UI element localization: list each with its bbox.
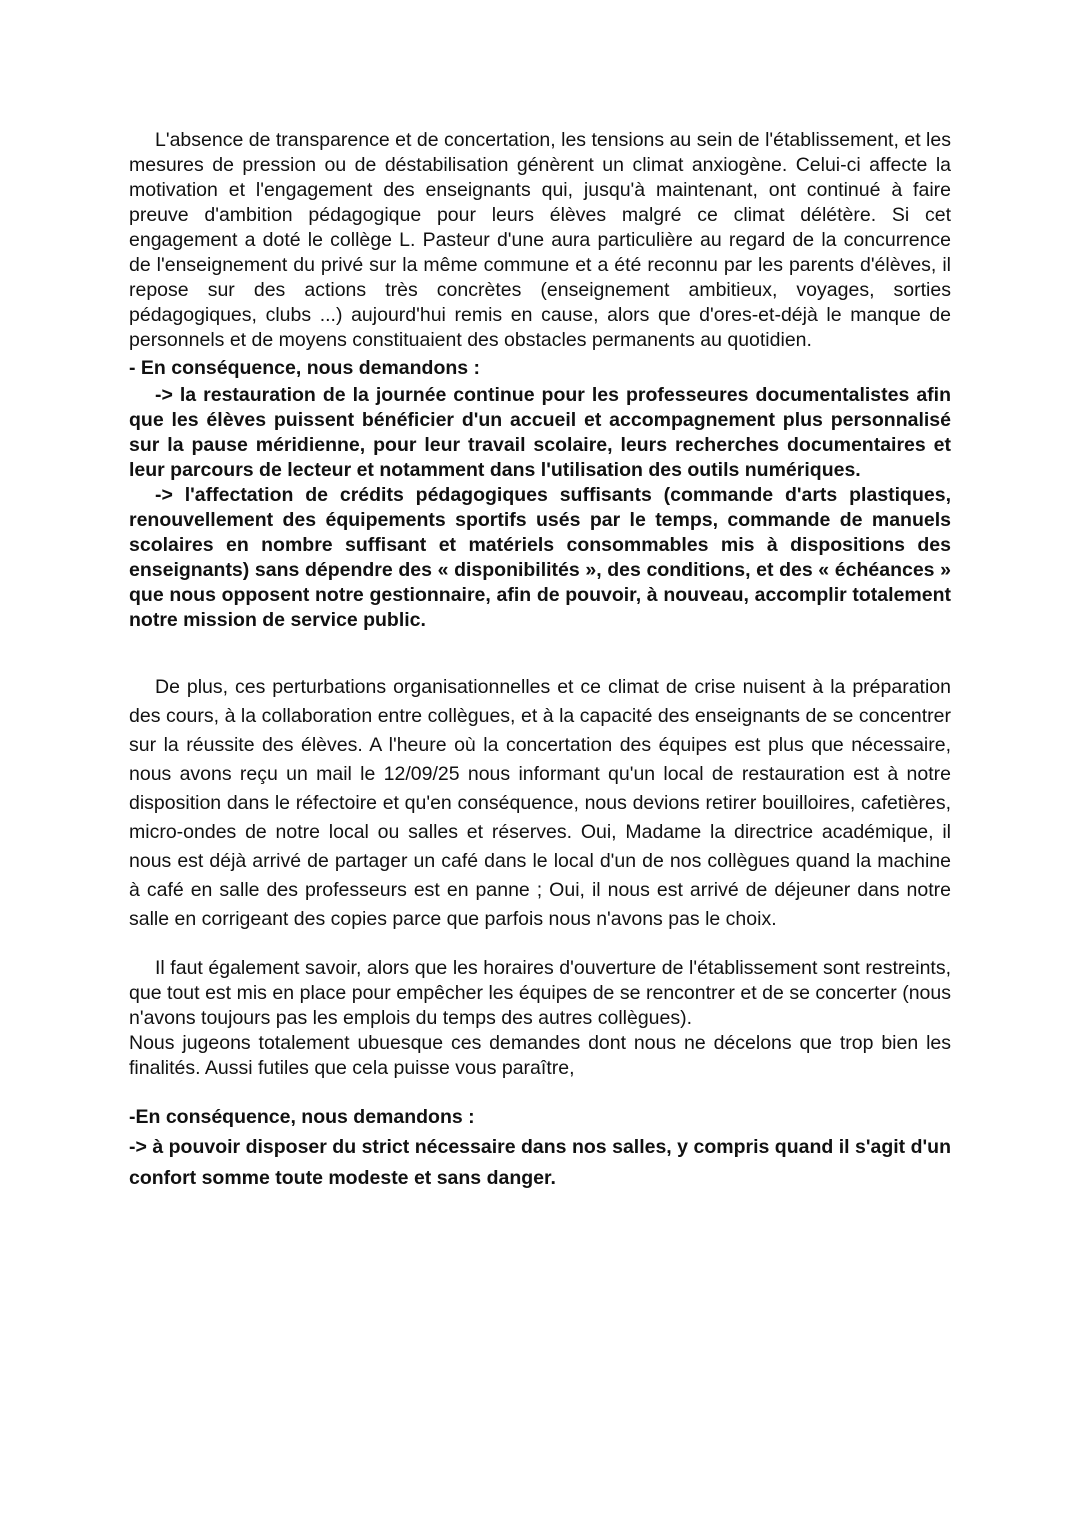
document-page bbox=[129, 128, 951, 1194]
demand-item-credits: -> l'affectation de crédits pédagogiques suffisants (commande d'arts plastiques, renouvellement des équipements sportifs usés par le temps, commande de manuels scolaires en nombre suffisant et matériels consommables mis à dispositions des enseignants) sans dépendre des « disponibilités », des conditions, et des « échéances » que nous opposent notre gestionnaire, afin de pouvoir, à nouveau, accomplir totalement notre mission de service public. bbox=[129, 484, 951, 631]
demand-item-equipment: -> à pouvoir disposer du strict nécessaire dans nos salles, y compris quand il s'agit d'un confort somme toute modeste et sans danger. bbox=[129, 1136, 951, 1189]
paragraph-climate: L'absence de transparence et de concertation, les tensions au sein de l'établissement, et les mesures de pression ou de déstabilisation génèrent un climat anxiogène. Celui-ci affecte la motivation et l'engagement des enseignants qui, jusqu'à maintenant, ont continué à faire preuve d'ambition pédagogique pour leurs élèves malgré ce climat délétère. Si cet engagement a doté le collège L. Pasteur d'une aura particulière au regard de la concurrence de l'enseignement du privé sur la même commune et a été reconnu par les parents d'élèves, il repose sur des actions très concrètes (enseignement ambitieux, voyages, sorties pédagogiques, clubs ...) aujourd'hui remis en cause, alors que d'ores-et-déjà le manque de personnels et de moyens constituaient des obstacles permanents au quotidien. bbox=[129, 129, 951, 351]
paragraph-schedules: Il faut également savoir, alors que les horaires d'ouverture de l'établissement sont restreints, que tout est mis en place pour empêcher les équipes de se rencontrer et de se concerter (nous n'avons toujours pas les emplois du temps des autres collègues). bbox=[129, 957, 951, 1029]
paragraph-judgement: Nous jugeons totalement ubuesque ces demandes dont nous ne décelons que trop bien les finalités. Aussi futiles que cela puisse vous paraître, bbox=[129, 1032, 951, 1079]
demand-item-documentalists: -> la restauration de la journée continue pour les professeures documentalistes afin que les élèves puissent bénéficier d'un accueil et accompagnement plus personnalisé sur la pause méridienne, pour leur travail scolaire, leurs recherches documentaires et leur parcours de lecteur et notamment dans l'utilisation des outils numériques. bbox=[129, 384, 951, 481]
paragraph-disruptions: De plus, ces perturbations organisationnelles et ce climat de crise nuisent à la préparation des cours, à la collaboration entre collègues, et à la capacité des enseignants de se concentrer sur la réussite des élèves. A l'heure où la concertation des équipes est plus que nécessaire, nous avons reçu un mail le 12/09/25 nous informant qu'un local de restauration est à notre disposition dans le réfectoire et qu'en conséquence, nous devions retirer bouilloires, cafetières, micro-ondes de notre local ou salles et réserves. Oui, Madame la directrice académique, il nous est déjà arrivé de partager un café dans le local d'un de nos collègues quand la machine à café en salle des professeurs est en panne ; Oui, il nous est arrivé de déjeuner dans notre salle en corrigeant des copies parce que parfois nous n'avons pas le choix. bbox=[129, 676, 951, 930]
demands-heading: - En conséquence, nous demandons : bbox=[129, 357, 481, 379]
demands-heading: -En conséquence, nous demandons : bbox=[129, 1106, 475, 1128]
